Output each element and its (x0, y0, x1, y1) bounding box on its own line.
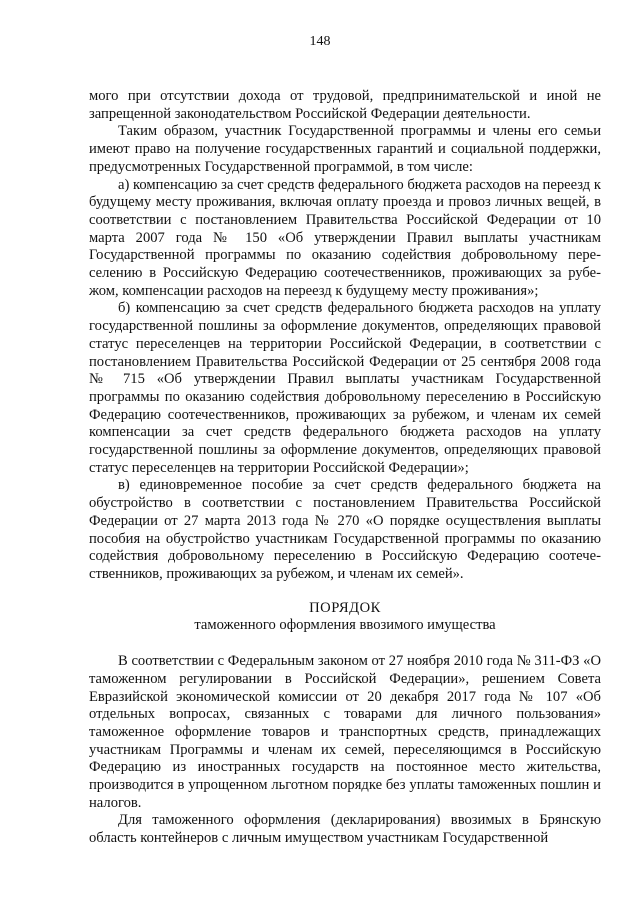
paragraph-item-v: в) единовременное пособие за счет средств федерального бюджета на обустройство в соответствии с постановлением Правительства Российской Федерации от 27 марта 2013 года № 270 «О порядке осуществления выплаты пособия на обустройство участникам Государственной программы по оказанию содействия добровольному переселению в Российскую Федерацию соотечественников, проживающих за рубежом, и членам их семей». (89, 477, 601, 582)
document-body (89, 88, 601, 848)
paragraph-item-a: а) компенсацию за счет средств федерального бюджета расходов на переезд к будущему месту проживания, включая оплату проезда и провоз личных вещей, в соответствии с постановлением Правительства Российской Федерации от 10 марта 2007 года № 150 «Об утверждении Правил выплаты участникам Государственной программы по оказанию содействия добровольному переселению в Российскую Федерацию соотечественников, проживающих за рубежом, компенсации расходов на переезд к будущему месту проживания»; (89, 176, 601, 299)
section-subtitle: таможенного оформления ввозимого имущества (194, 617, 496, 634)
paragraph-rights-summary: Таким образом, участник Государственной программы и члены его семьи имеют право на получение государственных гарантий и социальной поддержки, предусмотренных Государственной программой, в том числе: (89, 123, 601, 175)
section-spacer (89, 635, 601, 653)
paragraph-item-b: б) компенсацию за счет средств федерального бюджета расходов на уплату государственной пошлины за оформление документов, определяющих правовой статус переселенцев на территории Российской Федерации, в соответствии с постановлением Правительства Российской Федерации от 25 сентября 2008 года № 715 «Об утверждении Правил выплаты участникам Государственной программы по оказанию содействия добровольному переселению в Российскую Федерацию соотечественников, проживающих за рубежом, и членам их семей компенсации за счет средств федерального бюджета расходов на уплату государственной пошлины за оформление документов, определяющих правовой статус переселенцев на территории Российской Федерации»; (89, 300, 601, 476)
paragraph-customs-law: В соответствии с Федеральным законом от 27 ноября 2010 года № 311-ФЗ «О таможенном регулировании в Российской Федерации», решением Совета Евразийской экономической комиссии от 20 декабря 2017 года № 107 «Об отдельных вопросах, связанных с товарами для личного пользования» таможенное оформление товаров и транспортных средств, принадлежащих участникам Программы и членам их семей, переселяющимся в Российскую Федерацию из иностранных государств на постоянное место жительства, производится в упрощенном льготном порядке без уплаты таможенных пошлин и налогов. (89, 653, 601, 811)
page-number: 148 (309, 34, 331, 49)
section-title: ПОРЯДОК (309, 599, 381, 616)
paragraph-customs-declaration: Для таможенного оформления (декларирования) ввозимых в Брянскую область контейнеров с личным имуществом участникам Государственной (89, 812, 601, 847)
paragraph-continuation: мого при отсутствии дохода от трудовой, предпринимательской и иной не запрещенной законодательством Российской Федерации деятельности. (89, 88, 601, 122)
